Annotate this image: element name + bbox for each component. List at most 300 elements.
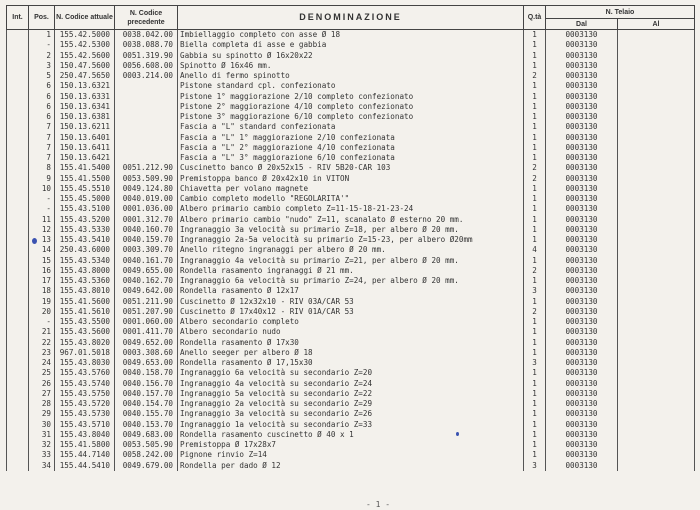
cell-int	[7, 174, 29, 184]
cell-codice-precedente: 0040.155.70	[115, 409, 178, 419]
cell-codice-attuale: 155.43.8040	[55, 430, 115, 440]
cell-qta: 1	[524, 368, 546, 378]
cell-denominazione: Pignone rinvio Z=14	[178, 450, 524, 460]
cell-telaio-al	[618, 256, 695, 266]
cell-telaio-al	[618, 276, 695, 286]
table-row	[7, 102, 695, 112]
cell-int	[7, 276, 29, 286]
cell-qta: 1	[524, 92, 546, 102]
cell-int	[7, 409, 29, 419]
table-row	[7, 194, 695, 204]
header-codice-precedente: N. Codice precedente	[115, 6, 178, 30]
cell-qta: 1	[524, 143, 546, 153]
parts-table-body	[7, 30, 695, 471]
cell-pos: 6	[29, 92, 55, 102]
cell-denominazione: Albero primario cambio completo Z=11-15-18-21-23-24	[178, 204, 524, 214]
cell-pos: 28	[29, 399, 55, 409]
cell-qta: 1	[524, 204, 546, 214]
header-al: Al	[618, 19, 695, 30]
cell-pos: 5	[29, 71, 55, 81]
cell-pos: 14	[29, 245, 55, 255]
cell-codice-attuale: 155.43.8030	[55, 358, 115, 368]
cell-denominazione: Albero primario cambio "nudo" Z=11, scanalato Ø esterno 20 mm.	[178, 215, 524, 225]
cell-pos: 1	[29, 30, 55, 41]
cell-int	[7, 245, 29, 255]
cell-codice-attuale: 150.13.6381	[55, 112, 115, 122]
cell-int	[7, 338, 29, 348]
table-row	[7, 327, 695, 337]
cell-telaio-dal: 0003130	[546, 71, 618, 81]
cell-int	[7, 368, 29, 378]
cell-telaio-al	[618, 40, 695, 50]
cell-telaio-al	[618, 266, 695, 276]
cell-telaio-al	[618, 102, 695, 112]
cell-telaio-al	[618, 379, 695, 389]
cell-int	[7, 266, 29, 276]
cell-int	[7, 379, 29, 389]
cell-telaio-al	[618, 450, 695, 460]
cell-telaio-al	[618, 133, 695, 143]
cell-qta: 1	[524, 40, 546, 50]
cell-denominazione: Ingranaggio 3a velocità su primario Z=18, per albero Ø 20 mm.	[178, 225, 524, 235]
cell-pos: 22	[29, 338, 55, 348]
cell-pos: 2	[29, 51, 55, 61]
cell-qta: 1	[524, 235, 546, 245]
cell-pos: 19	[29, 297, 55, 307]
cell-denominazione: Premistoppa Ø 17x28x7	[178, 440, 524, 450]
cell-telaio-dal: 0003130	[546, 440, 618, 450]
header-qta: Q.tà	[524, 6, 546, 30]
cell-telaio-al	[618, 440, 695, 450]
table-row	[7, 297, 695, 307]
cell-pos: 23	[29, 348, 55, 358]
cell-codice-attuale: 155.43.5710	[55, 420, 115, 430]
cell-pos: 3	[29, 61, 55, 71]
cell-pos: 7	[29, 153, 55, 163]
cell-telaio-al	[618, 286, 695, 296]
cell-codice-precedente: 0049.124.80	[115, 184, 178, 194]
cell-qta: 1	[524, 215, 546, 225]
table-row	[7, 71, 695, 81]
page-mark: - 1 -	[366, 500, 391, 509]
cell-codice-precedente: 0051.207.90	[115, 307, 178, 317]
cell-telaio-dal: 0003130	[546, 81, 618, 91]
cell-codice-precedente: 0049.653.00	[115, 358, 178, 368]
cell-codice-attuale: 155.43.8010	[55, 286, 115, 296]
cell-codice-precedente: 0040.019.00	[115, 194, 178, 204]
cell-qta: 1	[524, 102, 546, 112]
cell-codice-precedente: 0001.411.70	[115, 327, 178, 337]
cell-telaio-al	[618, 112, 695, 122]
cell-int	[7, 297, 29, 307]
cell-telaio-dal: 0003130	[546, 266, 618, 276]
cell-denominazione: Gabbia su spinotto Ø 16x20x22	[178, 51, 524, 61]
cell-codice-precedente: 0003.309.70	[115, 245, 178, 255]
cell-pos: 21	[29, 327, 55, 337]
cell-codice-attuale: 250.47.5650	[55, 71, 115, 81]
cell-telaio-dal: 0003130	[546, 204, 618, 214]
cell-telaio-al	[618, 245, 695, 255]
cell-telaio-dal: 0003130	[546, 256, 618, 266]
cell-denominazione: Pistone standard cpl. confezionato	[178, 81, 524, 91]
cell-codice-precedente: 0051.319.90	[115, 51, 178, 61]
cell-pos: -	[29, 194, 55, 204]
cell-telaio-dal: 0003130	[546, 174, 618, 184]
table-row	[7, 358, 695, 368]
cell-qta: 1	[524, 153, 546, 163]
cell-codice-precedente: 0049.652.00	[115, 338, 178, 348]
table-row	[7, 61, 695, 71]
cell-codice-attuale: 150.13.6401	[55, 133, 115, 143]
cell-codice-attuale: 155.43.5750	[55, 389, 115, 399]
cell-telaio-dal: 0003130	[546, 163, 618, 173]
cell-telaio-dal: 0003130	[546, 122, 618, 132]
cell-denominazione: Fascia a "L" standard confezionata	[178, 122, 524, 132]
table-row	[7, 420, 695, 430]
cell-codice-precedente: 0001.060.00	[115, 317, 178, 327]
cell-telaio-al	[618, 215, 695, 225]
cell-telaio-al	[618, 317, 695, 327]
header-codice-attuale: N. Codice attuale	[55, 6, 115, 30]
cell-qta: 1	[524, 61, 546, 71]
cell-codice-precedente: 0051.211.90	[115, 297, 178, 307]
cell-qta: 4	[524, 245, 546, 255]
cell-telaio-al	[618, 399, 695, 409]
cell-denominazione: Fascia a "L" 1° maggiorazione 2/10 confezionata	[178, 133, 524, 143]
cell-codice-attuale: 150.13.6211	[55, 122, 115, 132]
cell-telaio-dal: 0003130	[546, 184, 618, 194]
cell-codice-attuale: 150.13.6411	[55, 143, 115, 153]
cell-int	[7, 92, 29, 102]
cell-qta: 1	[524, 399, 546, 409]
cell-int	[7, 389, 29, 399]
cell-codice-attuale: 150.13.6341	[55, 102, 115, 112]
cell-telaio-dal: 0003130	[546, 461, 618, 471]
parts-table	[6, 5, 695, 471]
cell-telaio-al	[618, 184, 695, 194]
cell-codice-precedente	[115, 133, 178, 143]
cell-codice-precedente: 0001.036.00	[115, 204, 178, 214]
cell-telaio-dal: 0003130	[546, 327, 618, 337]
cell-pos: 13	[29, 235, 55, 245]
table-row	[7, 399, 695, 409]
cell-telaio-al	[618, 358, 695, 368]
cell-pos: 20	[29, 307, 55, 317]
cell-qta: 2	[524, 71, 546, 81]
table-row	[7, 133, 695, 143]
cell-denominazione: Cambio completo modello "REGOLARITA'"	[178, 194, 524, 204]
cell-telaio-al	[618, 235, 695, 245]
cell-int	[7, 215, 29, 225]
cell-telaio-dal: 0003130	[546, 30, 618, 41]
cell-denominazione: Ingranaggio 4a velocità su secondario Z=24	[178, 379, 524, 389]
cell-codice-attuale: 155.43.5340	[55, 256, 115, 266]
cell-denominazione: Premistoppa banco Ø 20x42x10 in VITON	[178, 174, 524, 184]
cell-codice-attuale: 150.13.6331	[55, 92, 115, 102]
cell-codice-precedente: 0049.679.00	[115, 461, 178, 471]
cell-pos: 18	[29, 286, 55, 296]
cell-codice-precedente: 0003.308.60	[115, 348, 178, 358]
cell-codice-precedente: 0053.505.90	[115, 440, 178, 450]
cell-qta: 1	[524, 450, 546, 460]
cell-telaio-dal: 0003130	[546, 409, 618, 419]
cell-telaio-al	[618, 143, 695, 153]
table-row	[7, 153, 695, 163]
table-row	[7, 368, 695, 378]
cell-denominazione: Rondella rasamento ingranaggi Ø 21 mm.	[178, 266, 524, 276]
cell-pos: 7	[29, 133, 55, 143]
table-row	[7, 379, 695, 389]
cell-telaio-dal: 0003130	[546, 420, 618, 430]
table-row	[7, 51, 695, 61]
cell-pos: 26	[29, 379, 55, 389]
cell-pos: 30	[29, 420, 55, 430]
cell-codice-precedente: 0038.088.70	[115, 40, 178, 50]
cell-codice-precedente: 0049.642.00	[115, 286, 178, 296]
cell-codice-attuale: 150.13.6321	[55, 81, 115, 91]
cell-denominazione: Pistone 3° maggiorazione 6/10 completo confezionato	[178, 112, 524, 122]
cell-pos: 7	[29, 122, 55, 132]
cell-qta: 1	[524, 440, 546, 450]
cell-pos: 32	[29, 440, 55, 450]
cell-pos: 27	[29, 389, 55, 399]
cell-denominazione: Cuscinetto Ø 17x40x12 - RIV 01A/CAR 53	[178, 307, 524, 317]
cell-pos: -	[29, 317, 55, 327]
cell-pos: 29	[29, 409, 55, 419]
ink-dot	[456, 432, 459, 436]
cell-qta: 2	[524, 266, 546, 276]
cell-pos: 6	[29, 112, 55, 122]
cell-telaio-dal: 0003130	[546, 338, 618, 348]
cell-telaio-al	[618, 389, 695, 399]
cell-denominazione: Ingranaggio 2a-5a velocità su primario Z=15-23, per albero Ø20mm	[178, 235, 524, 245]
cell-telaio-al	[618, 92, 695, 102]
cell-telaio-dal: 0003130	[546, 153, 618, 163]
cell-telaio-al	[618, 368, 695, 378]
cell-telaio-al	[618, 430, 695, 440]
cell-telaio-al	[618, 420, 695, 430]
cell-int	[7, 440, 29, 450]
cell-codice-precedente: 0049.683.00	[115, 430, 178, 440]
table-row	[7, 215, 695, 225]
cell-pos: 9	[29, 174, 55, 184]
cell-codice-attuale: 155.43.5600	[55, 327, 115, 337]
cell-qta: 1	[524, 317, 546, 327]
cell-int	[7, 163, 29, 173]
cell-pos: 24	[29, 358, 55, 368]
cell-qta: 1	[524, 389, 546, 399]
cell-telaio-dal: 0003130	[546, 276, 618, 286]
cell-telaio-dal: 0003130	[546, 317, 618, 327]
cell-codice-attuale: 155.41.5500	[55, 174, 115, 184]
cell-int	[7, 348, 29, 358]
cell-pos: 12	[29, 225, 55, 235]
cell-pos: 6	[29, 81, 55, 91]
cell-telaio-dal: 0003130	[546, 40, 618, 50]
cell-denominazione: Fascia a "L" 3° maggiorazione 6/10 confezionata	[178, 153, 524, 163]
cell-int	[7, 461, 29, 471]
table-row	[7, 30, 695, 41]
cell-codice-attuale: 155.43.5500	[55, 317, 115, 327]
cell-telaio-dal: 0003130	[546, 450, 618, 460]
cell-telaio-al	[618, 122, 695, 132]
cell-qta: 1	[524, 133, 546, 143]
cell-codice-attuale: 155.41.5400	[55, 163, 115, 173]
cell-telaio-al	[618, 81, 695, 91]
cell-codice-precedente: 0040.160.70	[115, 225, 178, 235]
cell-telaio-al	[618, 409, 695, 419]
cell-codice-precedente: 0058.242.00	[115, 450, 178, 460]
cell-telaio-al	[618, 327, 695, 337]
cell-telaio-dal: 0003130	[546, 61, 618, 71]
cell-telaio-al	[618, 163, 695, 173]
table-row	[7, 266, 695, 276]
cell-codice-attuale: 155.42.5000	[55, 30, 115, 41]
cell-denominazione: Ingranaggio 4a velocità su primario Z=21, per albero Ø 20 mm.	[178, 256, 524, 266]
cell-telaio-al	[618, 51, 695, 61]
table-row	[7, 450, 695, 460]
cell-telaio-dal: 0003130	[546, 379, 618, 389]
cell-denominazione: Pistone 2° maggiorazione 4/10 completo confezionato	[178, 102, 524, 112]
cell-telaio-al	[618, 297, 695, 307]
cell-int	[7, 153, 29, 163]
cell-codice-precedente	[115, 92, 178, 102]
cell-qta: 1	[524, 430, 546, 440]
table-row	[7, 286, 695, 296]
cell-pos: 11	[29, 215, 55, 225]
cell-codice-precedente: 0040.162.70	[115, 276, 178, 286]
table-row	[7, 440, 695, 450]
cell-denominazione: Rondella rasamento Ø 17x30	[178, 338, 524, 348]
cell-codice-precedente: 0040.156.70	[115, 379, 178, 389]
cell-telaio-al	[618, 30, 695, 41]
table-row	[7, 92, 695, 102]
cell-telaio-dal: 0003130	[546, 215, 618, 225]
cell-denominazione: Rondella rasamento Ø 12x17	[178, 286, 524, 296]
cell-telaio-dal: 0003130	[546, 286, 618, 296]
cell-int	[7, 235, 29, 245]
cell-codice-precedente: 0056.608.00	[115, 61, 178, 71]
cell-codice-precedente: 0040.153.70	[115, 420, 178, 430]
table-row	[7, 256, 695, 266]
cell-codice-attuale: 155.42.5600	[55, 51, 115, 61]
cell-int	[7, 51, 29, 61]
cell-codice-precedente	[115, 81, 178, 91]
cell-qta: 3	[524, 286, 546, 296]
cell-denominazione: Cuscinetto banco Ø 20x52x15 - RIV 5B20-CAR 103	[178, 163, 524, 173]
cell-telaio-dal: 0003130	[546, 358, 618, 368]
cell-int	[7, 30, 29, 41]
cell-int	[7, 430, 29, 440]
cell-denominazione: Rondella rasamento cuscinetto Ø 40 x 1	[178, 430, 524, 440]
cell-telaio-al	[618, 225, 695, 235]
cell-telaio-al	[618, 153, 695, 163]
table-row	[7, 163, 695, 173]
cell-codice-precedente: 0053.509.90	[115, 174, 178, 184]
cell-denominazione: Ingranaggio 2a velocità su secondario Z=29	[178, 399, 524, 409]
cell-codice-precedente: 0040.154.70	[115, 399, 178, 409]
cell-codice-attuale: 155.41.5600	[55, 297, 115, 307]
table-row	[7, 430, 695, 440]
cell-int	[7, 327, 29, 337]
cell-codice-precedente	[115, 143, 178, 153]
cell-qta: 3	[524, 461, 546, 471]
cell-telaio-al	[618, 461, 695, 471]
cell-denominazione: Ingranaggio 6a velocità su secondario Z=20	[178, 368, 524, 378]
cell-codice-attuale: 967.01.5018	[55, 348, 115, 358]
cell-int	[7, 71, 29, 81]
cell-telaio-dal: 0003130	[546, 194, 618, 204]
table-row	[7, 225, 695, 235]
cell-int	[7, 286, 29, 296]
cell-denominazione: Ingranaggio 3a velocità su secondario Z=26	[178, 409, 524, 419]
cell-denominazione: Rondella rasamento Ø 17,15x30	[178, 358, 524, 368]
cell-codice-attuale: 155.41.5610	[55, 307, 115, 317]
cell-telaio-dal: 0003130	[546, 399, 618, 409]
cell-int	[7, 358, 29, 368]
cell-codice-attuale: 155.43.5720	[55, 399, 115, 409]
header-denominazione: DENOMINAZIONE	[178, 6, 524, 30]
cell-codice-attuale: 155.45.5000	[55, 194, 115, 204]
ink-dot	[32, 238, 37, 244]
cell-int	[7, 102, 29, 112]
cell-telaio-dal: 0003130	[546, 51, 618, 61]
cell-int	[7, 399, 29, 409]
table-row	[7, 184, 695, 194]
cell-denominazione: Cuscinetto Ø 12x32x10 - RIV 03A/CAR 53	[178, 297, 524, 307]
table-row	[7, 461, 695, 471]
cell-qta: 2	[524, 174, 546, 184]
cell-int	[7, 194, 29, 204]
table-row	[7, 338, 695, 348]
cell-int	[7, 420, 29, 430]
table-row	[7, 122, 695, 132]
cell-qta: 1	[524, 30, 546, 41]
cell-codice-attuale: 155.43.5730	[55, 409, 115, 419]
cell-denominazione: Rondella per dado Ø 12	[178, 461, 524, 471]
cell-qta: 1	[524, 409, 546, 419]
cell-telaio-dal: 0003130	[546, 245, 618, 255]
cell-int	[7, 204, 29, 214]
cell-qta: 1	[524, 327, 546, 337]
cell-int	[7, 133, 29, 143]
cell-denominazione: Imbiellaggio completo con asse Ø 18	[178, 30, 524, 41]
table-row	[7, 276, 695, 286]
cell-codice-attuale: 155.43.8000	[55, 266, 115, 276]
header-int: Int.	[7, 6, 29, 30]
cell-codice-precedente: 0003.214.00	[115, 71, 178, 81]
cell-codice-precedente: 0040.158.70	[115, 368, 178, 378]
cell-qta: 1	[524, 256, 546, 266]
cell-int	[7, 61, 29, 71]
cell-codice-precedente: 0038.042.00	[115, 30, 178, 41]
cell-denominazione: Albero secondario completo	[178, 317, 524, 327]
table-row	[7, 307, 695, 317]
cell-qta: 1	[524, 276, 546, 286]
table-row	[7, 317, 695, 327]
cell-codice-attuale: 155.43.5740	[55, 379, 115, 389]
cell-telaio-al	[618, 174, 695, 184]
cell-pos: 6	[29, 102, 55, 112]
cell-telaio-al	[618, 204, 695, 214]
cell-codice-attuale: 155.43.5100	[55, 204, 115, 214]
cell-telaio-dal: 0003130	[546, 112, 618, 122]
cell-int	[7, 317, 29, 327]
table-row	[7, 245, 695, 255]
cell-telaio-dal: 0003130	[546, 102, 618, 112]
cell-denominazione: Fascia a "L" 2° maggiorazione 4/10 confezionata	[178, 143, 524, 153]
cell-qta: 2	[524, 163, 546, 173]
